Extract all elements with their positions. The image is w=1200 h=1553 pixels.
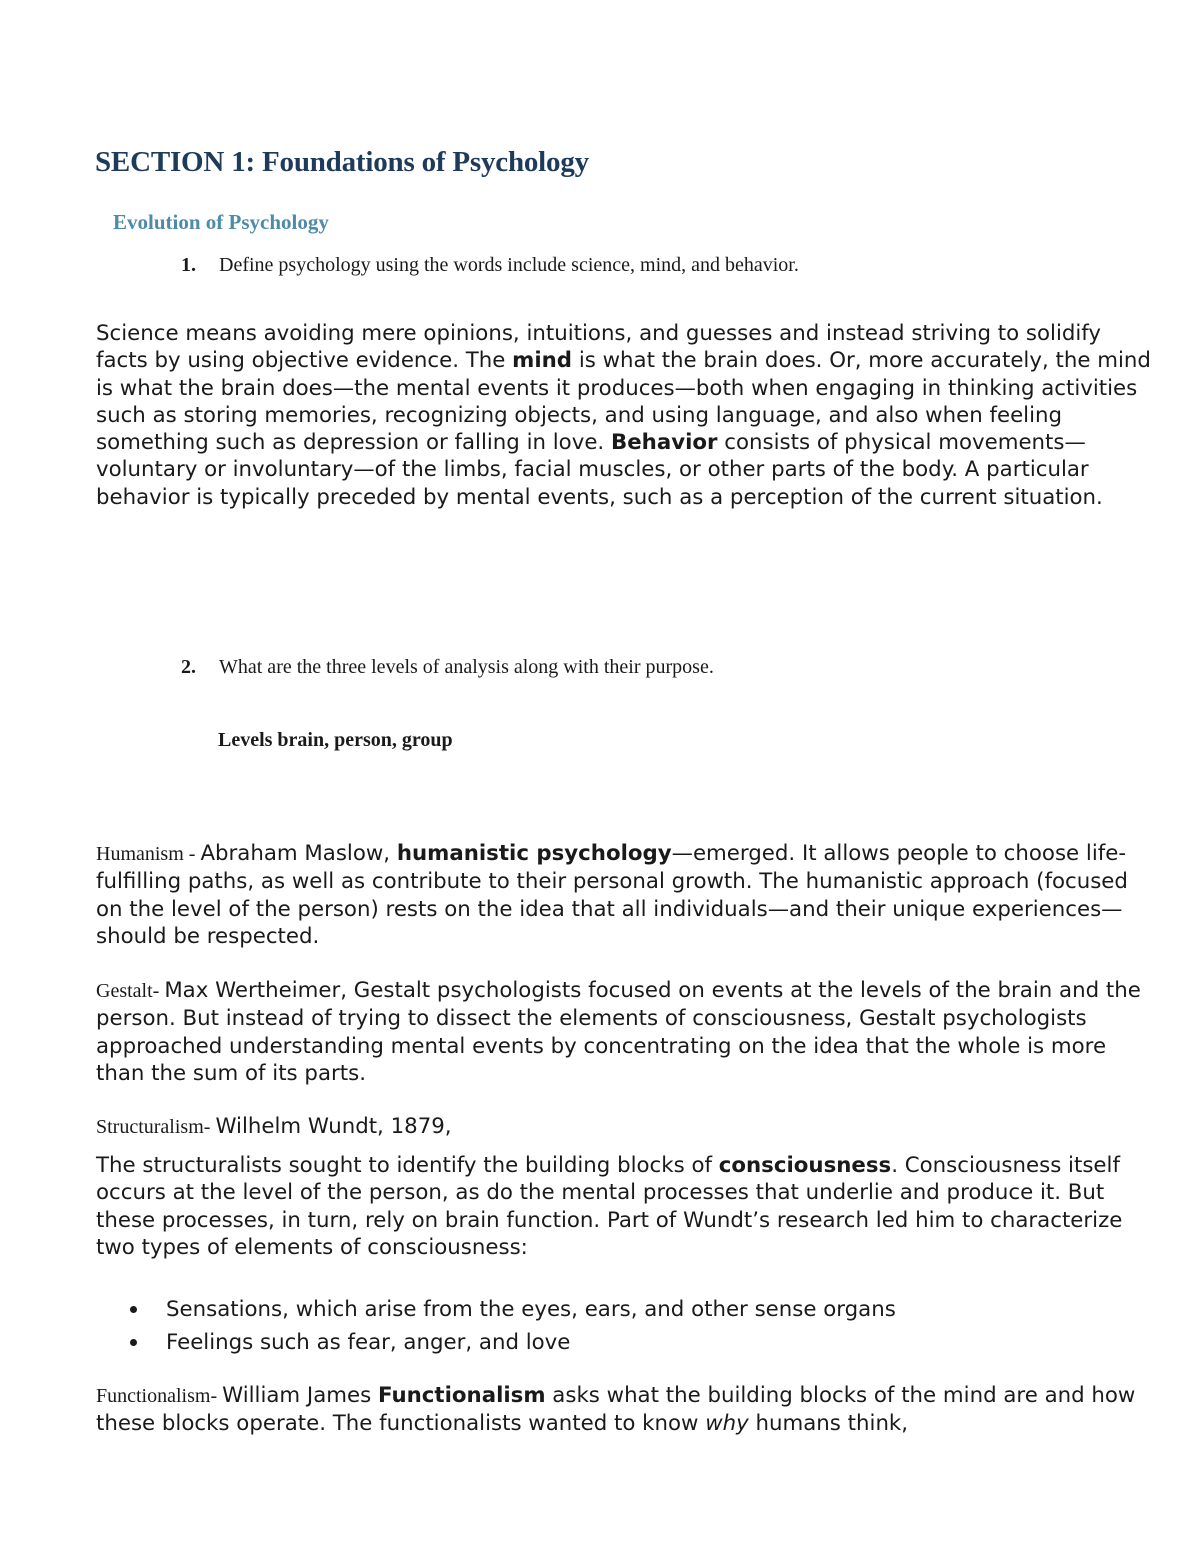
structuralism-paragraph bbox=[96, 1152, 1156, 1261]
subsection-title: Evolution of Psychology bbox=[113, 210, 329, 234]
gestalt-paragraph bbox=[96, 977, 1156, 1087]
structuralism-part-2: . Consciousness itself occurs at the level of the person, as do the mental processes that underlie and produce it. But these processes, in turn, rely on brain function. Part of Wundt’s research led him to characterize two types of elements of consciousness: bbox=[96, 1153, 1123, 1260]
humanistic-psychology-term: humanistic psychology bbox=[396, 841, 672, 866]
question-2-number: 2. bbox=[181, 656, 196, 678]
bullet-icon bbox=[130, 1339, 137, 1346]
mind-term: mind bbox=[512, 348, 573, 374]
structuralism-part-1: The structuralists sought to identify the building blocks of bbox=[96, 1153, 719, 1178]
functionalism-label: Functionalism- bbox=[96, 1385, 223, 1407]
question-2 bbox=[181, 656, 714, 679]
humanism-label: Humanism - bbox=[96, 843, 201, 865]
gestalt-label: Gestalt- bbox=[96, 980, 165, 1002]
functionalism-part-2: asks what the building blocks of the mind are and how these blocks operate. The functionalists wanted to know bbox=[96, 1383, 1136, 1437]
humanism-paragraph bbox=[96, 840, 1156, 950]
behavior-term: Behavior bbox=[610, 430, 718, 456]
section-title: SECTION 1: Foundations of Psychology bbox=[95, 146, 589, 178]
structuralism-label: Structuralism- bbox=[96, 1116, 216, 1138]
answer-1-part-1: Science means avoiding mere opinions, intuitions, and guesses and instead striving to solidify facts by using objective evidence. The bbox=[96, 321, 1102, 374]
question-2-text: What are the three levels of analysis along with their purpose. bbox=[219, 656, 714, 678]
elements-bullet-list bbox=[130, 1293, 1130, 1359]
answer-1-part-2: is what the brain does. Or, more accurately, the mind is what the brain does—the mental events it produces—both when engaging in thinking activities such as storing memories, recognizing objects, and using language, and also when feeling something such as depression or falling in love. bbox=[96, 348, 1151, 456]
structuralism-heading bbox=[96, 1113, 1156, 1141]
functionalism-term: Functionalism bbox=[377, 1383, 546, 1408]
question-1-text: Define psychology using the words include science, mind, and behavior. bbox=[219, 254, 799, 276]
bullet-text: Feelings such as fear, anger, and love bbox=[166, 1330, 571, 1355]
structuralism-text: Wilhelm Wundt, 1879, bbox=[215, 1114, 452, 1139]
functionalism-part-3: humans think, bbox=[748, 1411, 909, 1437]
list-item bbox=[130, 1326, 1130, 1359]
functionalism-paragraph bbox=[96, 1382, 1156, 1438]
consciousness-term: consciousness bbox=[718, 1153, 892, 1178]
why-emphasis: why bbox=[705, 1411, 749, 1437]
humanism-part-1: Abraham Maslow, bbox=[200, 841, 397, 866]
answer-1-part-3: consists of physical movements—voluntary or involuntary—of the limbs, facial muscles, or other parts of the body. A particular behavior is typically preceded by mental events, such as a perception of the current situation. bbox=[96, 430, 1103, 510]
list-item bbox=[130, 1293, 1130, 1326]
gestalt-text: Max Wertheimer, Gestalt psychologists focused on events at the levels of the brain and the person. But instead of trying to dissect the elements of consciousness, Gestalt psychologists approached understanding mental events by concentrating on the idea that the whole is more than the sum of its parts. bbox=[96, 978, 1141, 1086]
answer-2: Levels brain, person, group bbox=[218, 729, 453, 751]
question-1 bbox=[181, 254, 799, 277]
bullet-icon bbox=[130, 1306, 137, 1313]
answer-1-paragraph bbox=[96, 320, 1156, 511]
functionalism-part-1: William James bbox=[222, 1383, 378, 1408]
question-1-number: 1. bbox=[181, 254, 196, 276]
humanism-part-2: —emerged. It allows people to choose life-fulfilling paths, as well as contribute to their personal growth. The humanistic approach (focused on the level of the person) rests on the idea that all individuals—and their unique experiences—should be respected. bbox=[96, 841, 1128, 949]
bullet-text: Sensations, which arise from the eyes, ears, and other sense organs bbox=[166, 1297, 896, 1322]
